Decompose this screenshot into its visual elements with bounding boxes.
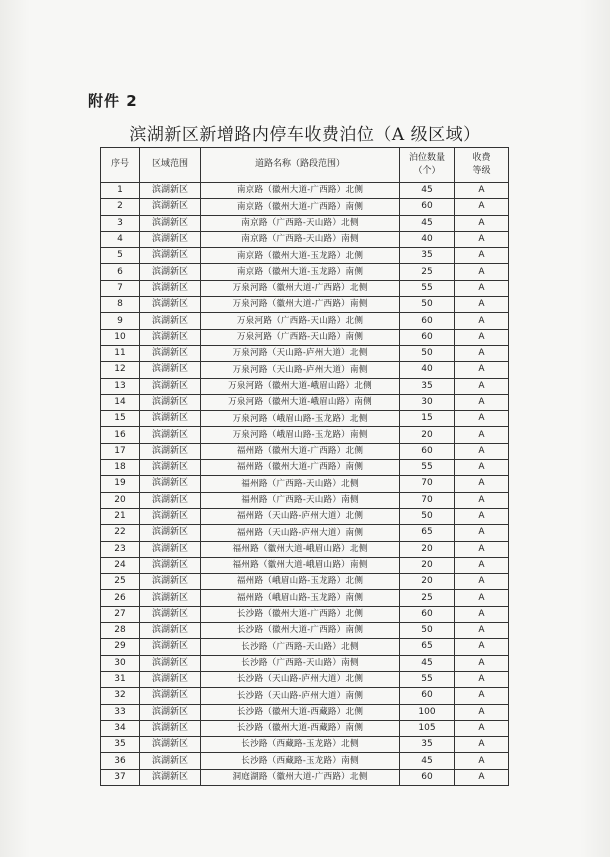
cell-district: 滨湖新区 (140, 671, 201, 687)
cell-index: 17 (101, 443, 140, 459)
cell-grade: A (455, 280, 509, 296)
cell-spaces: 45 (400, 753, 455, 769)
cell-district: 滨湖新区 (140, 460, 201, 476)
cell-index: 33 (101, 704, 140, 720)
cell-district: 滨湖新区 (140, 541, 201, 557)
cell-spaces: 55 (400, 280, 455, 296)
cell-grade: A (455, 329, 509, 345)
cell-road: 万泉河路（峨眉山路-玉龙路）北侧 (201, 411, 400, 427)
attachment-label: 附件 2 (88, 92, 138, 110)
cell-index: 30 (101, 655, 140, 671)
cell-spaces: 45 (400, 655, 455, 671)
cell-road: 万泉河路（徽州大道-广西路）北侧 (201, 280, 400, 296)
cell-district: 滨湖新区 (140, 655, 201, 671)
header-grade (455, 148, 509, 183)
cell-grade: A (455, 753, 509, 769)
cell-spaces: 50 (400, 623, 455, 639)
table-row (101, 606, 509, 622)
table-row (101, 769, 509, 785)
cell-index: 2 (101, 199, 140, 215)
table-row (101, 183, 509, 199)
cell-index: 34 (101, 720, 140, 736)
document-title: 滨湖新区新增路内停车收费泊位（A 级区域） (129, 125, 481, 145)
cell-district: 滨湖新区 (140, 769, 201, 785)
header-spaces-line1: 泊位数量 (408, 152, 445, 163)
cell-district: 滨湖新区 (140, 704, 201, 720)
cell-index: 22 (101, 525, 140, 541)
cell-index: 20 (101, 492, 140, 508)
table-header-row (101, 148, 509, 183)
header-road: 道路名称（路段范围） (201, 148, 400, 183)
cell-district: 滨湖新区 (140, 508, 201, 524)
cell-road: 南京路（广西路-天山路）南侧 (201, 231, 400, 247)
cell-index: 32 (101, 688, 140, 704)
cell-district: 滨湖新区 (140, 231, 201, 247)
cell-index: 7 (101, 280, 140, 296)
cell-spaces: 15 (400, 411, 455, 427)
table-row (101, 557, 509, 573)
table-row (101, 492, 509, 508)
cell-road: 福州路（徽州大道-广西路）北侧 (201, 443, 400, 459)
cell-index: 6 (101, 264, 140, 280)
cell-grade: A (455, 508, 509, 524)
cell-grade: A (455, 688, 509, 704)
cell-spaces: 25 (400, 590, 455, 606)
cell-grade: A (455, 606, 509, 622)
table-row (101, 720, 509, 736)
table-row (101, 460, 509, 476)
cell-road: 福州路（天山路-庐州大道）北侧 (201, 508, 400, 524)
cell-grade: A (455, 183, 509, 199)
cell-grade: A (455, 362, 509, 378)
cell-index: 4 (101, 231, 140, 247)
cell-district: 滨湖新区 (140, 606, 201, 622)
table-row (101, 476, 509, 492)
cell-index: 12 (101, 362, 140, 378)
cell-index: 24 (101, 557, 140, 573)
cell-road: 长沙路（广西路-天山路）南侧 (201, 655, 400, 671)
cell-spaces: 60 (400, 769, 455, 785)
table-row (101, 280, 509, 296)
cell-road: 万泉河路（峨眉山路-玉龙路）南侧 (201, 427, 400, 443)
cell-road: 南京路（徽州大道-玉龙路）南侧 (201, 264, 400, 280)
cell-grade: A (455, 623, 509, 639)
cell-spaces: 105 (400, 720, 455, 736)
cell-district: 滨湖新区 (140, 199, 201, 215)
cell-spaces: 65 (400, 525, 455, 541)
cell-index: 18 (101, 460, 140, 476)
cell-index: 1 (101, 183, 140, 199)
cell-spaces: 25 (400, 264, 455, 280)
cell-road: 长沙路（广西路-天山路）北侧 (201, 639, 400, 655)
cell-district: 滨湖新区 (140, 183, 201, 199)
cell-road: 万泉河路（天山路-庐州大道）南侧 (201, 362, 400, 378)
cell-district: 滨湖新区 (140, 590, 201, 606)
cell-grade: A (455, 378, 509, 394)
cell-road: 万泉河路（广西路-天山路）南侧 (201, 329, 400, 345)
table-row (101, 362, 509, 378)
cell-district: 滨湖新区 (140, 623, 201, 639)
cell-district: 滨湖新区 (140, 329, 201, 345)
cell-grade: A (455, 671, 509, 687)
table-row (101, 411, 509, 427)
cell-grade: A (455, 541, 509, 557)
cell-road: 万泉河路（徽州大道-广西路）南侧 (201, 297, 400, 313)
cell-road: 洞庭湖路（徽州大道-广西路）北侧 (201, 769, 400, 785)
table-row (101, 345, 509, 361)
cell-index: 15 (101, 411, 140, 427)
cell-road: 长沙路（天山路-庐州大道）南侧 (201, 688, 400, 704)
cell-district: 滨湖新区 (140, 345, 201, 361)
cell-district: 滨湖新区 (140, 476, 201, 492)
cell-spaces: 20 (400, 574, 455, 590)
cell-road: 南京路（徽州大道-玉龙路）北侧 (201, 248, 400, 264)
cell-index: 8 (101, 297, 140, 313)
cell-index: 23 (101, 541, 140, 557)
cell-road: 长沙路（徽州大道-广西路）南侧 (201, 623, 400, 639)
table-row (101, 574, 509, 590)
table-row (101, 394, 509, 410)
cell-index: 9 (101, 313, 140, 329)
cell-index: 3 (101, 215, 140, 231)
cell-spaces: 70 (400, 476, 455, 492)
cell-district: 滨湖新区 (140, 753, 201, 769)
cell-spaces: 50 (400, 297, 455, 313)
cell-spaces: 35 (400, 378, 455, 394)
cell-index: 25 (101, 574, 140, 590)
cell-grade: A (455, 574, 509, 590)
cell-district: 滨湖新区 (140, 362, 201, 378)
header-index: 序号 (101, 148, 140, 183)
table-row (101, 655, 509, 671)
cell-road: 万泉河路（天山路-庐州大道）北侧 (201, 345, 400, 361)
table-row (101, 671, 509, 687)
cell-district: 滨湖新区 (140, 443, 201, 459)
table-row (101, 199, 509, 215)
cell-spaces: 60 (400, 606, 455, 622)
cell-road: 福州路（广西路-天山路）北侧 (201, 476, 400, 492)
cell-index: 13 (101, 378, 140, 394)
cell-road: 福州路（徽州大道-峨眉山路）北侧 (201, 541, 400, 557)
cell-district: 滨湖新区 (140, 557, 201, 573)
cell-spaces: 60 (400, 688, 455, 704)
table-row (101, 541, 509, 557)
cell-grade: A (455, 215, 509, 231)
cell-district: 滨湖新区 (140, 427, 201, 443)
cell-grade: A (455, 427, 509, 443)
cell-spaces: 45 (400, 215, 455, 231)
table-row (101, 590, 509, 606)
cell-spaces: 60 (400, 199, 455, 215)
table-row (101, 378, 509, 394)
cell-road: 长沙路（徽州大道-广西路）北侧 (201, 606, 400, 622)
cell-spaces: 55 (400, 460, 455, 476)
cell-grade: A (455, 704, 509, 720)
cell-road: 南京路（徽州大道-广西路）北侧 (201, 183, 400, 199)
cell-grade: A (455, 655, 509, 671)
cell-district: 滨湖新区 (140, 639, 201, 655)
cell-index: 10 (101, 329, 140, 345)
header-grade-line2: 等级 (472, 166, 491, 176)
cell-road: 万泉河路（徽州大道-峨眉山路）北侧 (201, 378, 400, 394)
table-row (101, 215, 509, 231)
cell-grade: A (455, 557, 509, 573)
table-row (101, 264, 509, 280)
cell-grade: A (455, 737, 509, 753)
cell-road: 万泉河路（徽州大道-峨眉山路）南侧 (201, 394, 400, 410)
table-body (101, 183, 509, 786)
cell-grade: A (455, 590, 509, 606)
cell-spaces: 60 (400, 329, 455, 345)
cell-road: 长沙路（天山路-庐州大道）北侧 (201, 671, 400, 687)
cell-road: 长沙路（徽州大道-西藏路）北侧 (201, 704, 400, 720)
cell-index: 19 (101, 476, 140, 492)
cell-spaces: 100 (400, 704, 455, 720)
cell-index: 14 (101, 394, 140, 410)
cell-index: 35 (101, 737, 140, 753)
cell-spaces: 50 (400, 345, 455, 361)
table-row (101, 329, 509, 345)
cell-grade: A (455, 345, 509, 361)
cell-grade: A (455, 264, 509, 280)
cell-district: 滨湖新区 (140, 264, 201, 280)
cell-index: 28 (101, 623, 140, 639)
table-row (101, 231, 509, 247)
cell-district: 滨湖新区 (140, 248, 201, 264)
cell-grade: A (455, 199, 509, 215)
table-row (101, 623, 509, 639)
cell-index: 5 (101, 248, 140, 264)
cell-district: 滨湖新区 (140, 411, 201, 427)
table-row (101, 427, 509, 443)
cell-spaces: 45 (400, 183, 455, 199)
table-row (101, 443, 509, 459)
cell-grade: A (455, 231, 509, 247)
cell-road: 长沙路（徽州大道-西藏路）南侧 (201, 720, 400, 736)
cell-road: 福州路（峨眉山路-玉龙路）北侧 (201, 574, 400, 590)
cell-index: 11 (101, 345, 140, 361)
cell-district: 滨湖新区 (140, 215, 201, 231)
cell-road: 福州路（峨眉山路-玉龙路）南侧 (201, 590, 400, 606)
header-district: 区域范围 (140, 148, 201, 183)
cell-spaces: 60 (400, 313, 455, 329)
cell-grade: A (455, 720, 509, 736)
cell-district: 滨湖新区 (140, 574, 201, 590)
cell-district: 滨湖新区 (140, 280, 201, 296)
cell-spaces: 40 (400, 231, 455, 247)
cell-spaces: 20 (400, 557, 455, 573)
table-row (101, 753, 509, 769)
table-row (101, 639, 509, 655)
cell-grade: A (455, 769, 509, 785)
cell-grade: A (455, 492, 509, 508)
cell-grade: A (455, 525, 509, 541)
cell-spaces: 30 (400, 394, 455, 410)
cell-spaces: 60 (400, 443, 455, 459)
cell-grade: A (455, 248, 509, 264)
cell-road: 万泉河路（广西路-天山路）北侧 (201, 313, 400, 329)
table-row (101, 508, 509, 524)
cell-index: 21 (101, 508, 140, 524)
cell-road: 福州路（徽州大道-广西路）南侧 (201, 460, 400, 476)
table-row (101, 297, 509, 313)
cell-road: 南京路（徽州大道-广西路）南侧 (201, 199, 400, 215)
cell-road: 长沙路（西藏路-玉龙路）北侧 (201, 737, 400, 753)
header-spaces-line2: （个） (413, 166, 441, 176)
cell-district: 滨湖新区 (140, 688, 201, 704)
cell-district: 滨湖新区 (140, 492, 201, 508)
header-spaces (400, 148, 455, 183)
cell-district: 滨湖新区 (140, 525, 201, 541)
cell-grade: A (455, 313, 509, 329)
cell-grade: A (455, 460, 509, 476)
table-row (101, 248, 509, 264)
cell-spaces: 20 (400, 427, 455, 443)
table-row (101, 525, 509, 541)
cell-index: 37 (101, 769, 140, 785)
cell-spaces: 40 (400, 362, 455, 378)
cell-grade: A (455, 394, 509, 410)
cell-district: 滨湖新区 (140, 297, 201, 313)
cell-road: 南京路（广西路-天山路）北侧 (201, 215, 400, 231)
cell-district: 滨湖新区 (140, 737, 201, 753)
cell-index: 26 (101, 590, 140, 606)
cell-road: 福州路（徽州大道-峨眉山路）南侧 (201, 557, 400, 573)
table-row (101, 688, 509, 704)
cell-index: 27 (101, 606, 140, 622)
cell-index: 16 (101, 427, 140, 443)
cell-index: 36 (101, 753, 140, 769)
parking-table (100, 147, 509, 786)
cell-grade: A (455, 476, 509, 492)
cell-grade: A (455, 297, 509, 313)
cell-spaces: 70 (400, 492, 455, 508)
cell-spaces: 20 (400, 541, 455, 557)
cell-district: 滨湖新区 (140, 394, 201, 410)
cell-spaces: 35 (400, 737, 455, 753)
table-row (101, 313, 509, 329)
cell-spaces: 55 (400, 671, 455, 687)
cell-grade: A (455, 443, 509, 459)
cell-index: 29 (101, 639, 140, 655)
cell-spaces: 50 (400, 508, 455, 524)
cell-road: 福州路（广西路-天山路）南侧 (201, 492, 400, 508)
cell-road: 福州路（天山路-庐州大道）南侧 (201, 525, 400, 541)
table-row (101, 704, 509, 720)
cell-grade: A (455, 639, 509, 655)
table-row (101, 737, 509, 753)
cell-district: 滨湖新区 (140, 378, 201, 394)
cell-spaces: 35 (400, 248, 455, 264)
cell-index: 31 (101, 671, 140, 687)
cell-grade: A (455, 411, 509, 427)
cell-spaces: 65 (400, 639, 455, 655)
cell-district: 滨湖新区 (140, 720, 201, 736)
cell-district: 滨湖新区 (140, 313, 201, 329)
cell-road: 长沙路（西藏路-玉龙路）南侧 (201, 753, 400, 769)
header-grade-line1: 收费 (472, 152, 491, 163)
